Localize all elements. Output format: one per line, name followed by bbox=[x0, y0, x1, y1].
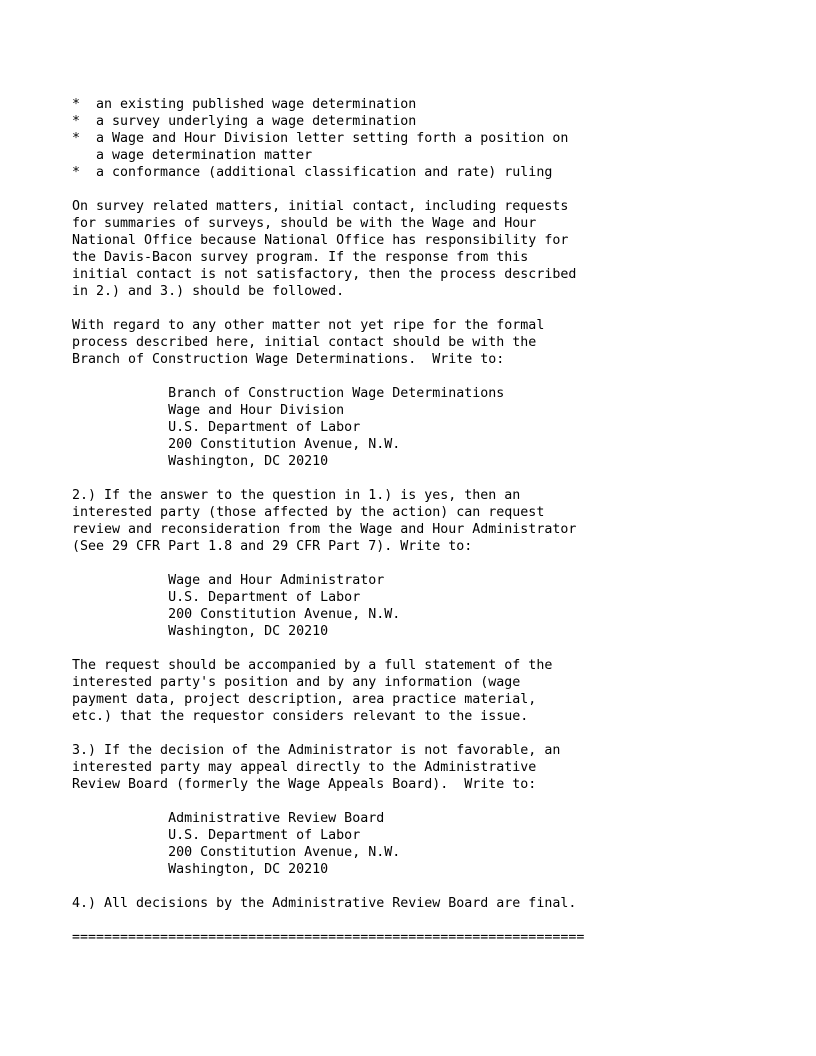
document-line: Washington, DC 20210 bbox=[72, 624, 329, 639]
document-line: 200 Constitution Avenue, N.W. bbox=[72, 437, 401, 452]
document-line: the Davis-Bacon survey program. If the response from this bbox=[72, 250, 529, 265]
document-line: U.S. Department of Labor bbox=[72, 590, 361, 605]
document-line: Branch of Construction Wage Determinations. Write to: bbox=[72, 352, 505, 367]
document-line bbox=[72, 725, 584, 742]
document-line: * an existing published wage determination bbox=[72, 97, 417, 112]
document-body bbox=[72, 96, 584, 946]
document-line: 200 Constitution Avenue, N.W. bbox=[72, 845, 401, 860]
document-line: * a conformance (additional classification and rate) ruling bbox=[72, 165, 553, 180]
document-line: interested party (those affected by the action) can request bbox=[72, 505, 545, 520]
document-line: Administrative Review Board bbox=[72, 811, 385, 826]
document-line: 200 Constitution Avenue, N.W. bbox=[72, 607, 401, 622]
document-line bbox=[72, 912, 584, 929]
document-line: initial contact is not satisfactory, then the process described bbox=[72, 267, 577, 282]
document-line bbox=[72, 793, 584, 810]
document-line: in 2.) and 3.) should be followed. bbox=[72, 284, 345, 299]
document-line: interested party may appeal directly to the Administrative bbox=[72, 760, 537, 775]
document-line: * a survey underlying a wage determination bbox=[72, 114, 417, 129]
document-line: review and reconsideration from the Wage and Hour Administrator bbox=[72, 522, 577, 537]
document-line: On survey related matters, initial contact, including requests bbox=[72, 199, 569, 214]
document-line: U.S. Department of Labor bbox=[72, 828, 361, 843]
document-line: ================================================================ bbox=[72, 930, 585, 945]
document-line: (See 29 CFR Part 1.8 and 29 CFR Part 7). Write to: bbox=[72, 539, 473, 554]
document-line: a wage determination matter bbox=[72, 148, 313, 163]
document-line: * a Wage and Hour Division letter setting forth a position on bbox=[72, 131, 569, 146]
document-line: 3.) If the decision of the Administrator is not favorable, an bbox=[72, 743, 561, 758]
document-line bbox=[72, 368, 584, 385]
document-line: Washington, DC 20210 bbox=[72, 862, 329, 877]
document-line bbox=[72, 555, 584, 572]
document-line: With regard to any other matter not yet ripe for the formal bbox=[72, 318, 545, 333]
document-line: 4.) All decisions by the Administrative Review Board are final. bbox=[72, 896, 577, 911]
document-line bbox=[72, 640, 584, 657]
document-line bbox=[72, 181, 584, 198]
document-line: U.S. Department of Labor bbox=[72, 420, 361, 435]
document-line: payment data, project description, area practice material, bbox=[72, 692, 537, 707]
document-line: for summaries of surveys, should be with the Wage and Hour bbox=[72, 216, 537, 231]
document-line: etc.) that the requestor considers relevant to the issue. bbox=[72, 709, 529, 724]
document-line: Washington, DC 20210 bbox=[72, 454, 329, 469]
document-line: Branch of Construction Wage Determinations bbox=[72, 386, 505, 401]
document-line: Wage and Hour Division bbox=[72, 403, 345, 418]
document-line: National Office because National Office has responsibility for bbox=[72, 233, 569, 248]
document-line bbox=[72, 470, 584, 487]
document-line: The request should be accompanied by a full statement of the bbox=[72, 658, 553, 673]
document-line: interested party's position and by any information (wage bbox=[72, 675, 521, 690]
document-line: 2.) If the answer to the question in 1.) is yes, then an bbox=[72, 488, 521, 503]
document-line: Wage and Hour Administrator bbox=[72, 573, 385, 588]
document-line: process described here, initial contact should be with the bbox=[72, 335, 537, 350]
document-line bbox=[72, 300, 584, 317]
document-line: Review Board (formerly the Wage Appeals Board). Write to: bbox=[72, 777, 537, 792]
document-line bbox=[72, 878, 584, 895]
